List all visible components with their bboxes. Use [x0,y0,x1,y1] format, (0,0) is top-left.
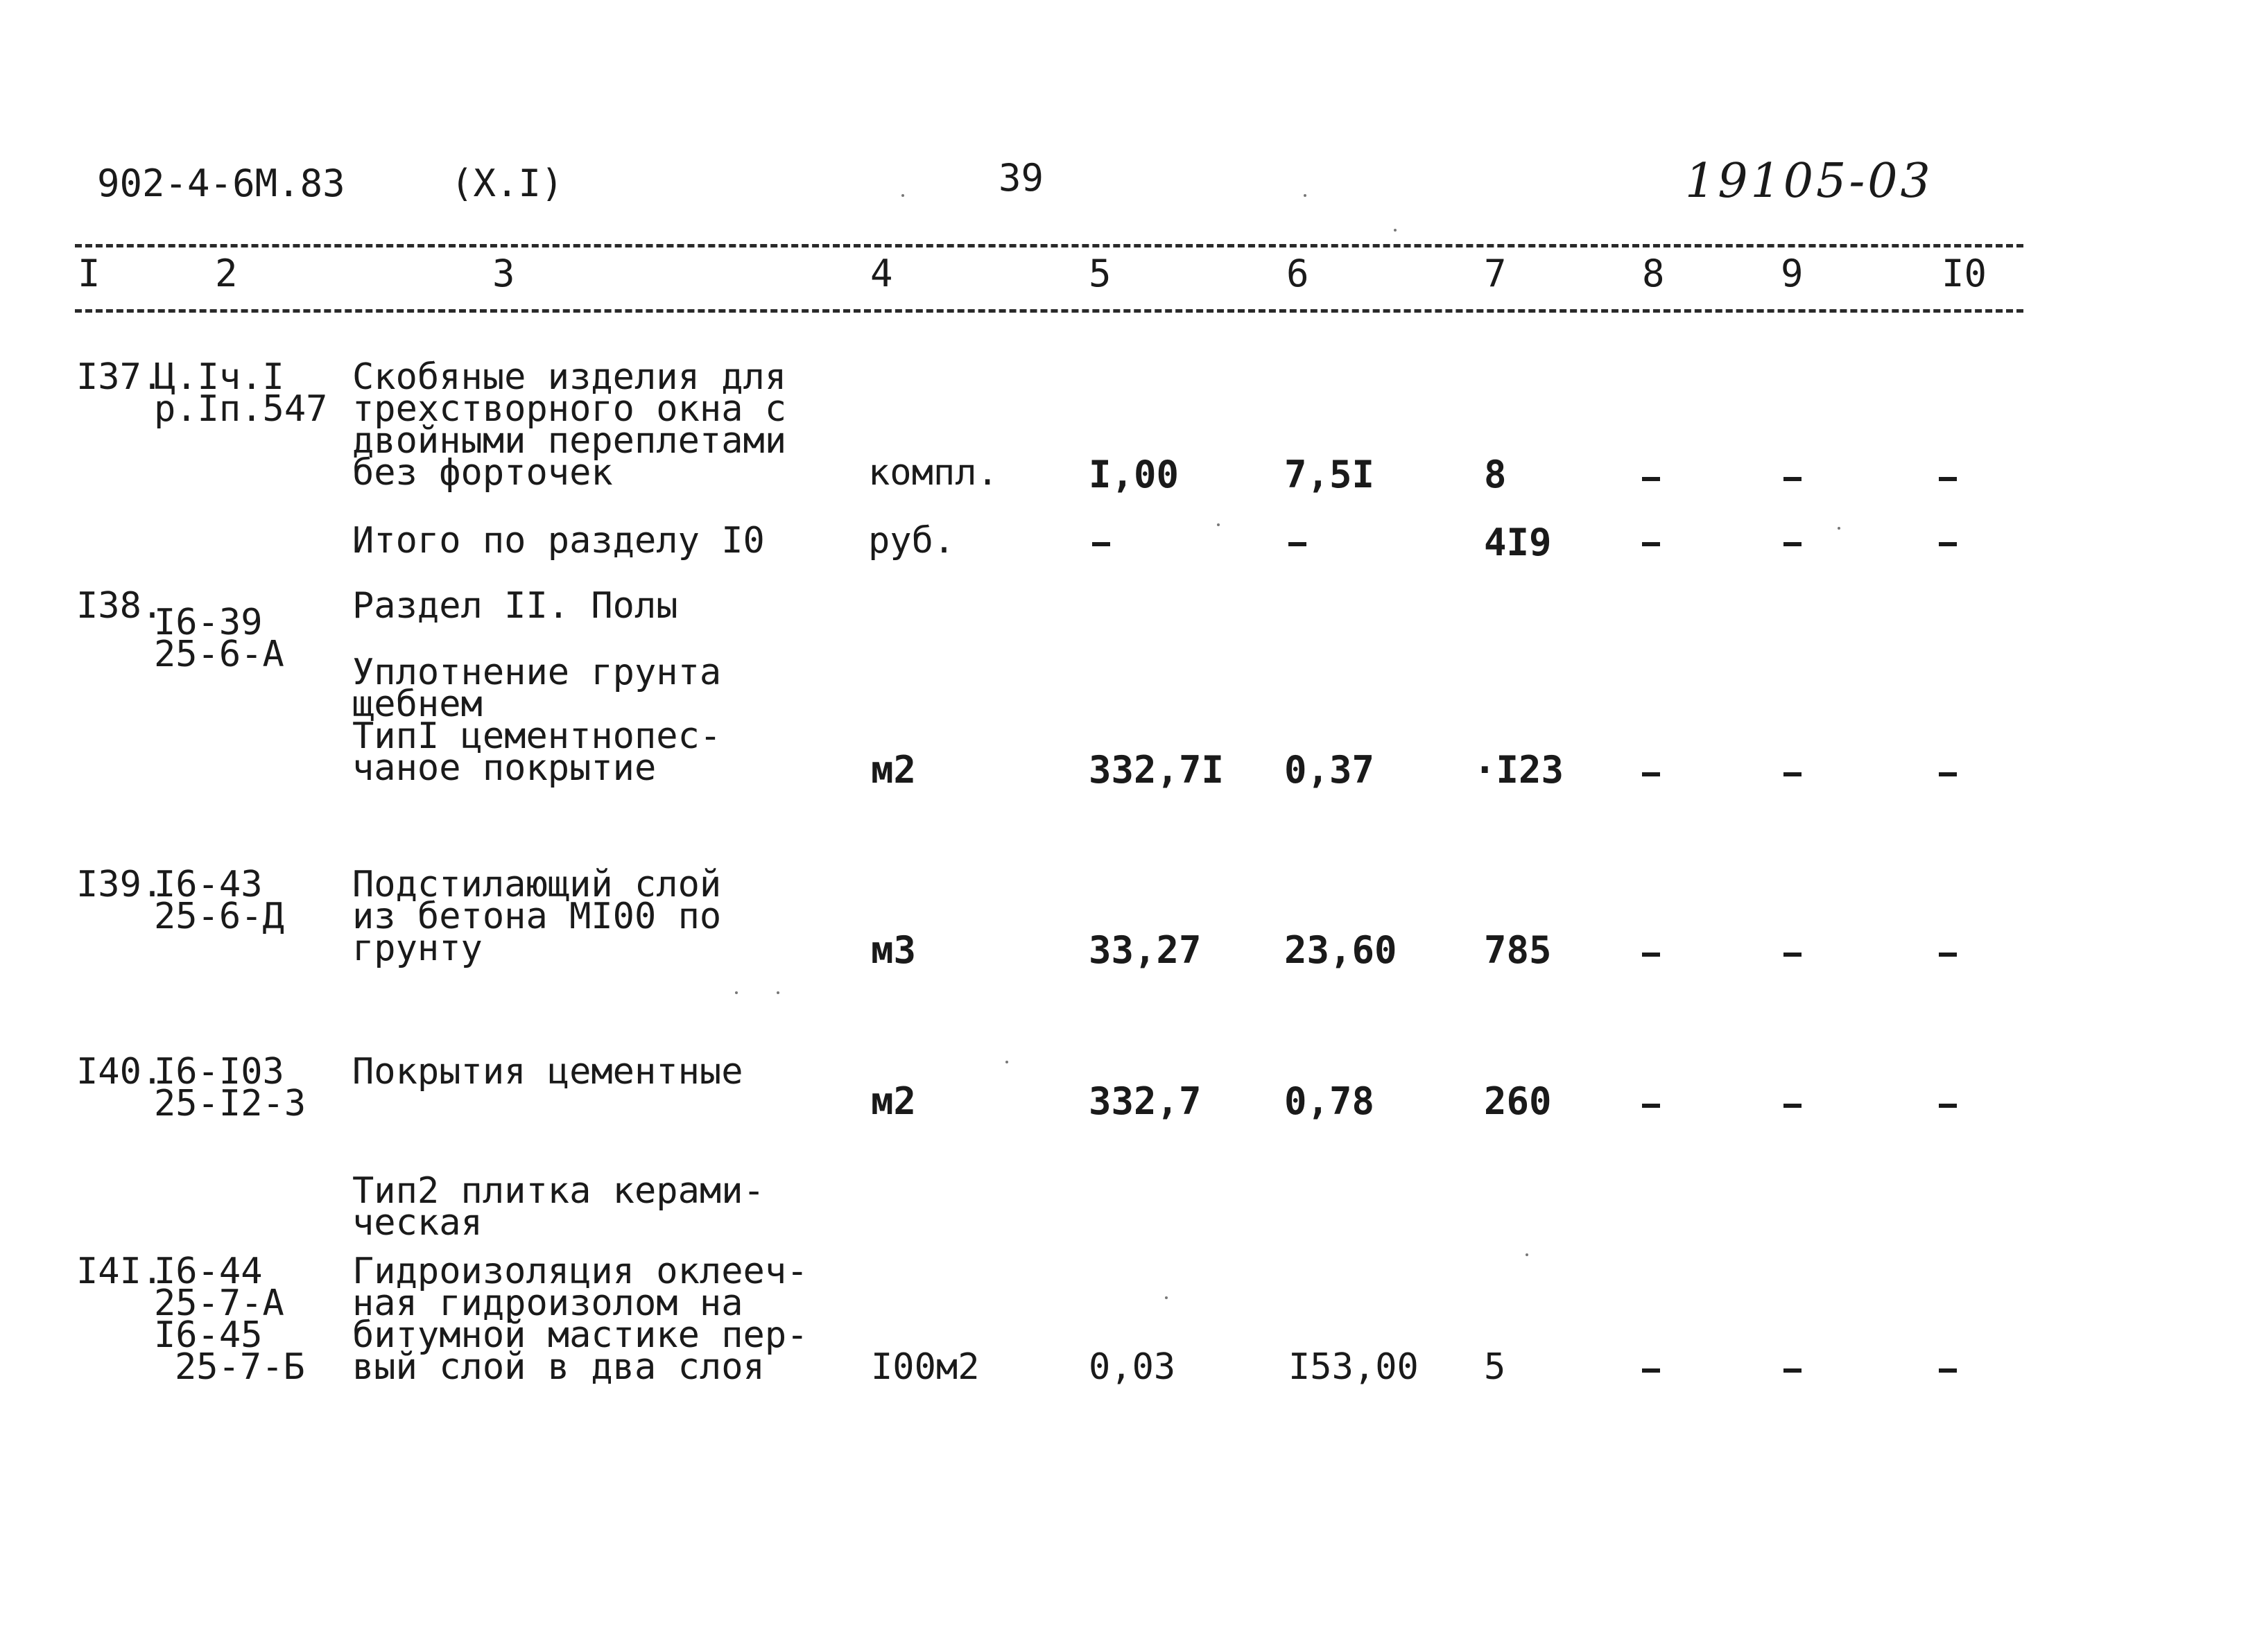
row-137-desc-1: Скобяные изделия для [352,356,787,398]
row-137-total: 8 [1484,453,1507,496]
row-140-price: 0,78 [1284,1079,1375,1123]
col-header-6: 6 [1286,252,1309,295]
row-138-price: 0,37 [1284,748,1375,792]
type2-desc-2: ческая [352,1202,483,1244]
bottom-dashed-rule [75,309,2023,313]
row-137-qty: I,00 [1089,453,1180,496]
row-141-desc-4: вый слой в два слоя [352,1346,765,1388]
row-140-qty: 332,7 [1089,1079,1202,1123]
row-139-code-1: I6-43 [154,864,263,905]
row-141-desc-1: Гидроизоляция оклееч- [352,1251,809,1292]
row-141-price: I53,00 [1288,1346,1419,1388]
col-header-3: 3 [492,252,515,295]
scan-speck [1005,1061,1008,1063]
col-header-7: 7 [1484,252,1507,295]
row-139-price: 23,60 [1284,928,1397,972]
row-138-desc-1: Уплотнение грунта [352,652,722,693]
row-137-col8-dash [1642,477,1660,481]
row-138-col9-dash [1783,772,1802,776]
row-140-unit: м2 [871,1079,917,1123]
row-138-desc-4: чаное покрытие [352,747,657,789]
subtotal-col8-dash [1642,542,1660,546]
scan-speck [901,194,904,197]
subtotal-unit: руб. [868,520,956,562]
row-138-code-2: 25-6-А [154,634,284,675]
subtotal-col10-dash [1939,542,1957,546]
handwritten-number: 19105-03 [1685,154,1933,209]
row-141-code-4: 25-7-Б [175,1346,305,1388]
subtotal-price-dash [1288,542,1306,546]
row-141-code-2: 25-7-А [154,1283,284,1324]
row-140-col9-dash [1783,1104,1802,1108]
row-140-col10-dash [1939,1104,1957,1108]
scan-speck [1304,194,1306,197]
row-139-qty: 33,27 [1089,928,1202,972]
subtotal-label: Итого по разделу I0 [352,520,765,562]
row-141-code-1: I6-44 [154,1251,263,1292]
subtotal-col9-dash [1783,542,1802,546]
row-141-number: I4I. [76,1251,164,1292]
row-138-qty: 332,7I [1089,748,1225,792]
row-140-total: 260 [1484,1079,1552,1123]
scan-speck [1838,527,1840,530]
row-138-desc-2: щебнем [352,684,483,725]
row-139-unit: м3 [871,928,917,972]
row-139-col9-dash [1783,953,1802,957]
section-label: (X.I) [451,162,564,205]
row-139-desc-3: грунту [352,928,483,969]
row-139-desc-1: Подстилающий слой [352,864,722,905]
row-140-desc-1: Покрытия цементные [352,1051,743,1093]
row-138-code-1: I6-39 [154,602,263,643]
row-137-code-1: Ц.Iч.I [154,356,284,398]
row-141-unit: I00м2 [871,1346,980,1388]
scan-speck [735,991,738,994]
row-141-qty: 0,03 [1089,1346,1176,1388]
row-137-desc-3: двойными переплетами [352,420,787,462]
page-number: 39 [999,156,1044,200]
row-141-col10-dash [1939,1368,1957,1373]
row-139-col10-dash [1939,953,1957,957]
row-139-code-2: 25-6-Д [154,896,284,937]
row-138-number: I38. [76,585,164,627]
row-141-col8-dash [1642,1368,1660,1373]
scan-speck [1394,229,1397,232]
col-header-1: I [78,252,101,295]
col-header-9: 9 [1781,252,1804,295]
row-141-total: 5 [1484,1346,1506,1388]
type2-desc-1: Тип2 плитка керами- [352,1170,765,1212]
col-header-8: 8 [1642,252,1665,295]
col-header-5: 5 [1089,252,1112,295]
row-141-desc-3: битумной мастике пер- [352,1314,809,1356]
scan-speck [1217,523,1220,526]
row-138-unit: м2 [871,748,917,792]
document-code: 902-4-6М.83 [97,162,345,205]
row-139-number: I39. [76,864,164,905]
row-137-number: I37. [76,356,164,398]
row-140-code-2: 25-I2-3 [154,1083,306,1124]
subtotal-qty-dash [1092,542,1110,546]
row-137-desc-2: трехстворного окна с [352,388,787,430]
row-138-col10-dash [1939,772,1957,776]
section-11-title: Раздел II. Полы [352,585,678,627]
row-141-desc-2: ная гидроизолом на [352,1283,743,1324]
row-137-unit: компл. [868,452,999,494]
row-141-code-3: I6-45 [154,1314,263,1356]
row-139-desc-2: из бетона МI00 по [352,896,722,937]
row-137-code-2: р.Iп.547 [154,388,328,430]
row-138-col8-dash [1642,772,1660,776]
col-header-2: 2 [215,252,238,295]
row-138-total: ·I23 [1474,748,1564,792]
row-141-col9-dash [1783,1368,1802,1373]
top-dashed-rule [75,244,2023,247]
row-140-col8-dash [1642,1104,1660,1108]
col-header-10: I0 [1942,252,1987,295]
col-header-4: 4 [870,252,893,295]
scan-speck [1165,1296,1168,1299]
scan-speck [1526,1253,1528,1256]
row-138-desc-3: ТипI цементнопес- [352,715,722,757]
scan-speck [777,991,779,994]
row-137-desc-4: без форточек [352,452,613,494]
row-137-col10-dash [1939,477,1957,481]
subtotal-total: 4I9 [1484,521,1552,564]
row-137-col9-dash [1783,477,1802,481]
row-139-total: 785 [1484,928,1552,972]
row-139-col8-dash [1642,953,1660,957]
row-137-price: 7,5I [1284,453,1375,496]
row-140-number: I40. [76,1051,164,1093]
row-140-code-1: I6-I03 [154,1051,284,1093]
